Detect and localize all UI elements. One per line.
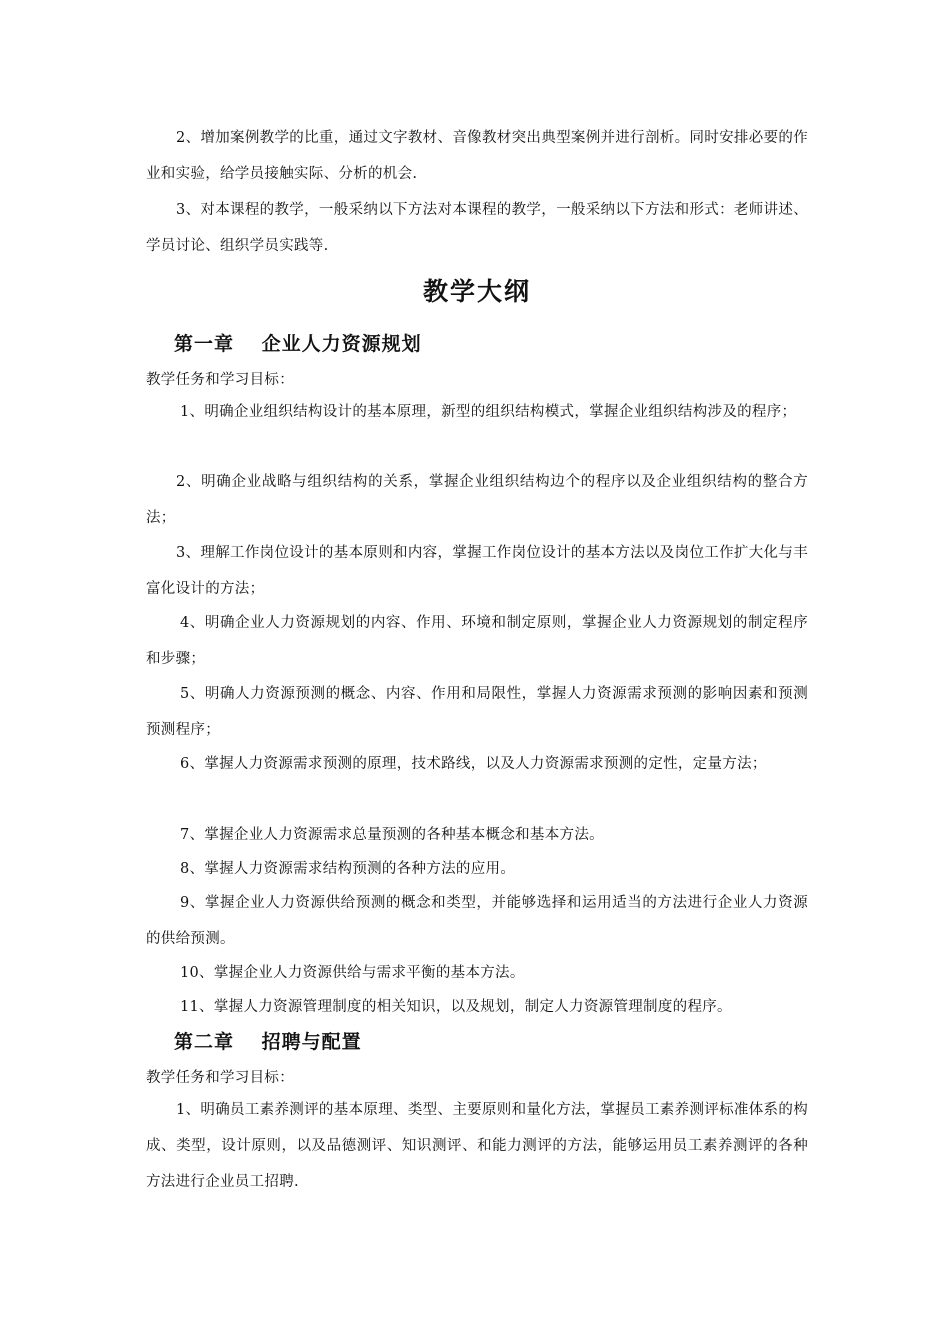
chapter-1-item-5: 5、明确人力资源预测的概念、内容、作用和局限性，掌握人力资源需求预测的影响因素和预测预测程序；	[146, 686, 808, 738]
chapter-1-item-1: 1、明确企业组织结构设计的基本原理，新型的组织结构模式，掌握企业组织结构涉及的程序；	[180, 404, 797, 420]
intro-paragraph-3: 3、对本课程的教学，一般采纳以下方法对本课程的教学，一般采纳以下方法和形式：老师讲述、学员讨论、组织学员实践等.	[146, 202, 808, 254]
chapter-1-item-4: 4、明确企业人力资源规划的内容、作用、环境和制定原则，掌握企业人力资源规划的制定程序和步骤；	[146, 615, 808, 667]
chapter-1-item-2: 2、明确企业战略与组织结构的关系，掌握企业组织结构边个的程序以及企业组织结构的整合方法；	[146, 474, 808, 526]
chapter-1-item-10: 10、掌握企业人力资源供给与需求平衡的基本方法。	[180, 965, 525, 981]
chapter-1-item-9: 9、掌握企业人力资源供给预测的概念和类型，并能够选择和运用适当的方法进行企业人力资源的供给预测。	[146, 895, 808, 947]
chapter-2-objectives-label: 教学任务和学习目标：	[146, 1070, 294, 1086]
chapter-2-item-1: 1、明确员工素养测评的基本原理、类型、主要原则和量化方法，掌握员工素养测评标准体系的构成、类型，设计原则，以及品德测评、知识测评、和能力测评的方法，能够运用员工素养测评的各种方法进行企业员工招聘.	[146, 1102, 808, 1190]
chapter-1-item-6: 6、掌握人力资源需求预测的原理，技术路线，以及人力资源需求预测的定性，定量方法；	[180, 756, 767, 772]
chapter-1-objectives-label: 教学任务和学习目标：	[146, 372, 294, 388]
chapter-1-heading: 第一章 企业人力资源规划	[174, 333, 422, 355]
chapter-1-item-8: 8、掌握人力资源需求结构预测的各种方法的应用。	[180, 861, 516, 877]
outline-title: 教学大纲	[422, 277, 531, 306]
intro-paragraph-2: 2、增加案例教学的比重，通过文字教材、音像教材突出典型案例并进行剖析。同时安排必要的作业和实验，给学员接触实际、分析的机会.	[146, 130, 808, 182]
chapter-1-item-7: 7、掌握企业人力资源需求总量预测的各种基本概念和基本方法。	[180, 827, 604, 843]
chapter-1-item-11: 11、掌握人力资源管理制度的相关知识，以及规划，制定人力资源管理制度的程序。	[180, 999, 732, 1015]
chapter-2-heading: 第二章 招聘与配置	[174, 1031, 362, 1053]
chapter-1-item-3: 3、理解工作岗位设计的基本原则和内容，掌握工作岗位设计的基本方法以及岗位工作扩大化与丰富化设计的方法；	[146, 545, 808, 597]
